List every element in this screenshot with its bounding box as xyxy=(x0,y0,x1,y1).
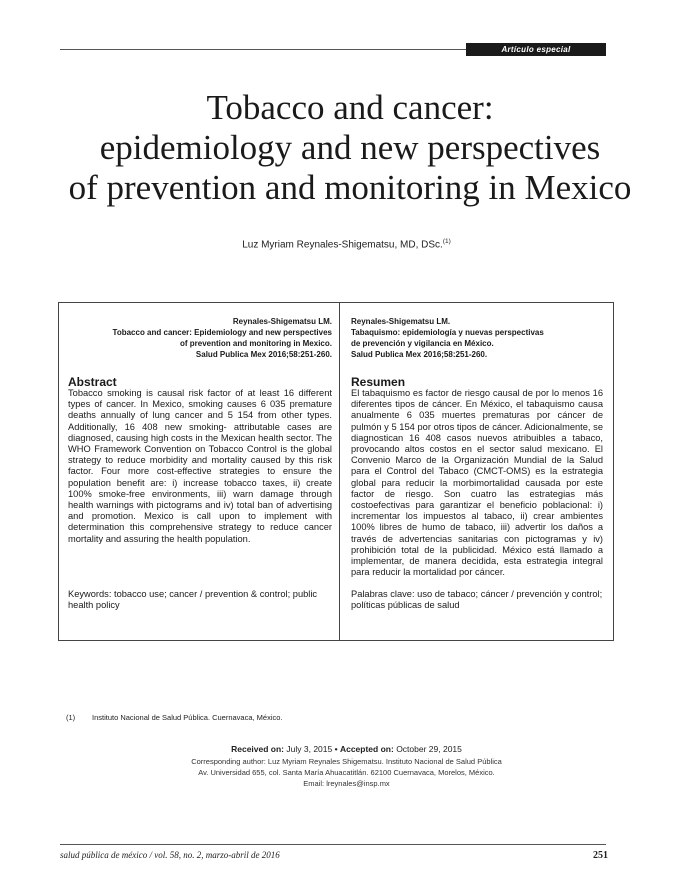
citation-en-line-4: Salud Publica Mex 2016;58:251-260. xyxy=(195,350,332,359)
citation-english xyxy=(68,316,332,360)
accepted-label: Accepted on: xyxy=(339,744,394,754)
abstract-heading: Abstract xyxy=(68,375,117,389)
corresponding-author: Corresponding author: Luz Myriam Reynales Shigematsu. Instituto Nacional de Salud Pública xyxy=(191,757,502,766)
corresponding-email: Email: lreynales@insp.mx xyxy=(303,779,390,788)
footnote-number: (1) xyxy=(66,713,76,722)
received-accepted-line xyxy=(0,744,693,754)
affiliation-mark: (1) xyxy=(442,238,451,245)
received-separator: • xyxy=(334,744,338,754)
corresponding-address: Av. Universidad 655, col. Santa María Ahuacatitlán. 62100 Cuernavaca, Morelos, México. xyxy=(198,768,495,777)
received-label: Received on: xyxy=(231,744,285,754)
keywords-english: Keywords: tobacco use; cancer / prevention & control; public health policy xyxy=(68,589,318,611)
affiliation-footnote xyxy=(66,713,283,722)
citation-spanish xyxy=(351,316,601,360)
citation-es-line-1: Reynales-Shigematsu LM. xyxy=(351,317,451,326)
citation-en-line-1: Reynales-Shigematsu LM. xyxy=(232,317,332,326)
citation-en-line-2: Tobacco and cancer: Epidemiology and new perspectives xyxy=(112,328,332,337)
abstract-body: Tobacco smoking is causal risk factor of at least 16 different types of cancer. In Mexico, smoking causes 6 035 premature deaths annually of lung cancer and 5 154 from other types. Additionally, 16 408 new smoking- attributable cases are diagnosed, causing high costs in the Mexican health sector. The WHO Framework Convention on Tobacco Control is the global strategy to reduce morbidity and mortality caused by this risk factor. Four more cost-effective strategies to ensure the population benefit are: i) increase tobacco taxes, ii) create 100% smoke-free environments, iii) warn damage through health warnings with pictograms and iv) total ban of advertising and promotion. Mexico is call upon to implement with determination this comprehensive strategy to reduce cancer mortality and assuring the health population. xyxy=(68,388,332,544)
abstract-box-divider xyxy=(339,302,340,641)
page-number: 251 xyxy=(593,850,608,861)
article-title xyxy=(40,88,660,208)
keywords-spanish: Palabras clave: uso de tabaco; cáncer / prevención y control; políticas públicas de salud xyxy=(351,589,603,611)
citation-es-line-4: Salud Publica Mex 2016;58:251-260. xyxy=(351,350,488,359)
footnote-text: Instituto Nacional de Salud Pública. Cuernavaca, México. xyxy=(92,713,283,722)
title-line-2: epidemiology and new perspectives xyxy=(99,128,601,167)
author-line xyxy=(0,238,693,250)
accepted-date: October 29, 2015 xyxy=(396,744,462,754)
received-date: July 3, 2015 xyxy=(286,744,333,754)
resumen-heading: Resumen xyxy=(351,375,406,389)
citation-es-line-2: Tabaquismo: epidemiología y nuevas perspectivas xyxy=(351,328,544,337)
resumen-body: El tabaquismo es factor de riesgo causal de por lo menos 16 diferentes tipos de cáncer. En México, el tabaquismo causa anualmente 6 035 muertes prematuras por cáncer de pulmón y 5 154 por otros tipos de cáncer. Adicionalmente, se diagnostican 16 408 casos nuevos atribuibles a tabaco, provocando altos costos en el sector salud mexicano. El Convenio Marco de la Organización Mundial de la Salud para el Control del Tabaco (CMCT-OMS) es la estrategia global para reducir la morbimortalidad causada por este factor de riesgo. Son cuatro las estrategias más costoefectivas para garantizar el beneficio poblacional: i) incrementar los impuestos al tabaco, ii) crear ambientes 100% libres de humo de tabaco, iii) advertir los daños a través de advertencias sanitarias con pictogramas y iv) prohibición total de la publicidad. México está llamado a implementar, de manera decidida, esta estrategia integral para reducir la mortalidad por cáncer. xyxy=(351,388,603,578)
citation-en-line-3: of prevention and monitoring in Mexico. xyxy=(179,339,332,348)
citation-es-line-3: de prevención y vigilancia en México. xyxy=(351,339,494,348)
footer-rule xyxy=(60,844,606,845)
author-name: Luz Myriam Reynales-Shigematsu, MD, DSc. xyxy=(242,239,443,251)
title-line-3: of prevention and monitoring in Mexico xyxy=(68,168,632,207)
section-tag: Artículo especial xyxy=(466,43,606,56)
journal-footer: salud pública de méxico / vol. 58, no. 2, marzo-abril de 2016 xyxy=(60,850,280,860)
title-line-1: Tobacco and cancer: xyxy=(206,88,494,127)
